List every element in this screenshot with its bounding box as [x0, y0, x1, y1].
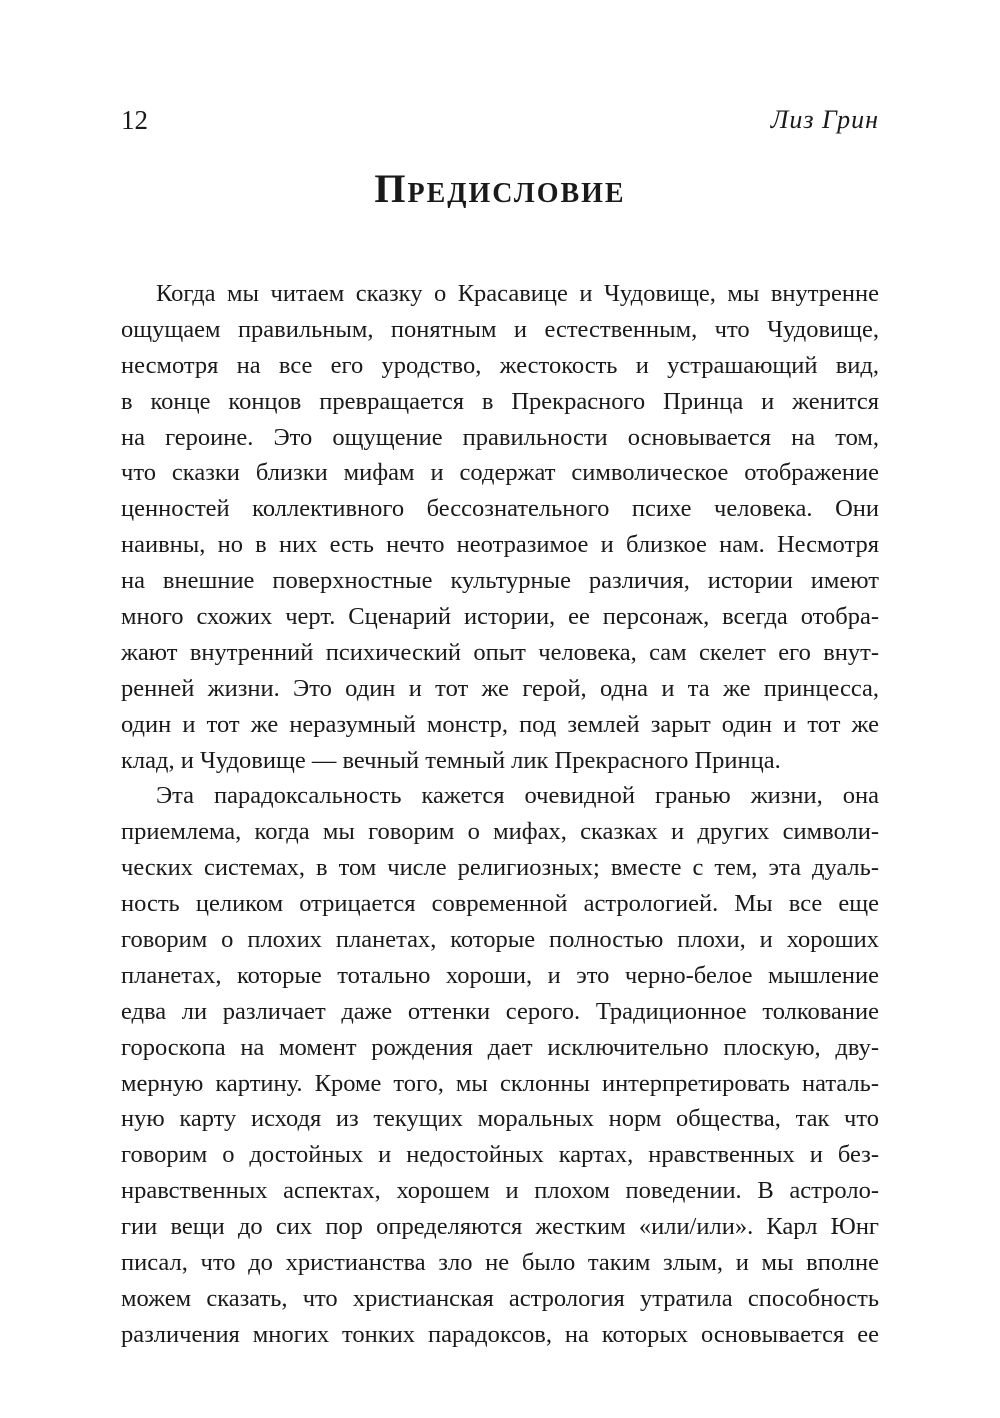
text-line: ощущаем правильным, понятным и естественным, что Чудовище,: [121, 315, 879, 343]
chapter-title: Предисловие: [374, 166, 626, 211]
text-line: ческих системах, в том числе религиозных; вместе с тем, эта дуаль-: [121, 854, 879, 882]
body-text: [121, 276, 879, 1353]
text-line: писал, что до христианства зло не было таким злым, и мы вполне: [121, 1249, 879, 1277]
text-line: мерную картину. Кроме того, мы склонны интерпретировать наталь-: [121, 1069, 879, 1097]
text-line: один и тот же неразумный монстр, под землей зарыт один и тот же: [121, 710, 879, 738]
text-line: ренней жизни. Это один и тот же герой, одна и та же принцесса,: [121, 674, 879, 702]
text-line: клад, и Чудовище — вечный темный лик Прекрасного Принца.: [121, 746, 781, 774]
text-line: Когда мы читаем сказку о Красавице и Чудовище, мы внутренне: [156, 280, 879, 307]
text-line: говорим о плохих планетах, которые полностью плохи, и хороших: [121, 926, 879, 954]
text-line: Эта парадоксальность кажется очевидной гранью жизни, она: [156, 782, 879, 810]
text-line: жают внутренний психический опыт человека, сам скелет его внут-: [121, 638, 879, 666]
text-line: гии вещи до сих пор определяются жестким «или/или». Карл Юнг: [121, 1213, 879, 1241]
text-line: можем сказать, что христианская астрология утратила способность: [121, 1284, 879, 1312]
text-line: ность целиком отрицается современной астрологией. Мы все еще: [121, 890, 879, 918]
text-line: наивны, но в них есть нечто неотразимое и близкое нам. Несмотря: [121, 531, 879, 559]
text-line: ценностей коллективного бессознательного психе человека. Они: [121, 495, 879, 523]
text-line: нравственных аспектах, хорошем и плохом поведении. В астроло-: [121, 1177, 879, 1205]
text-line: на героине. Это ощущение правильности основывается на том,: [121, 423, 879, 451]
text-line: гороскопа на момент рождения дает исключительно плоскую, дву-: [121, 1033, 879, 1061]
text-line: в конце концов превращается в Прекрасного Принца и женится: [121, 387, 879, 415]
text-line: планетах, которые тотально хороши, и это черно-белое мышление: [121, 961, 879, 989]
paragraph-1: [121, 276, 879, 778]
paragraph-2: [121, 778, 879, 1352]
text-line: едва ли различает даже оттенки серого. Традиционное толкование: [121, 997, 879, 1025]
text-line: ную карту исходя из текущих моральных норм общества, так что: [121, 1105, 879, 1133]
text-line: что сказки близки мифам и содержат символическое отображение: [121, 459, 879, 487]
text-line: несмотря на все его уродство, жестокость и устрашающий вид,: [121, 351, 879, 379]
text-line: приемлема, когда мы говорим о мифах, сказках и других символи-: [121, 818, 879, 846]
page-number: 12: [121, 105, 148, 135]
text-line: различения многих тонких парадоксов, на которых основывается ее: [121, 1320, 879, 1348]
text-line: много схожих черт. Сценарий истории, ее персонаж, всегда отобра-: [121, 603, 879, 631]
text-line: говорим о достойных и недостойных картах, нравственных и без-: [121, 1141, 879, 1169]
running-head-author: Лиз Грин: [770, 105, 879, 134]
text-line: на внешние поверхностные культурные различия, истории имеют: [121, 567, 879, 595]
